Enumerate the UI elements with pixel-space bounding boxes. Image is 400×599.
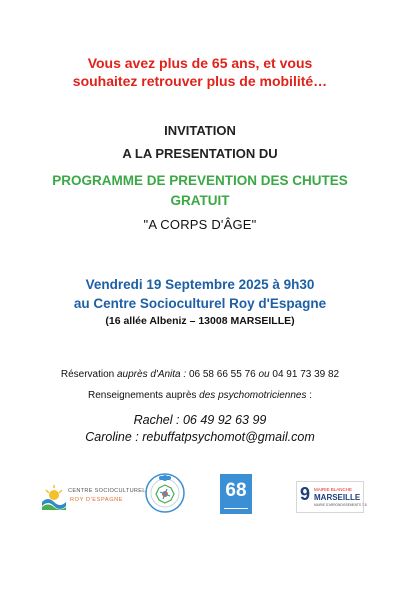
mairie-logo-line-3: MAIRIE D'ARRONDISSEMENTS 7-8 xyxy=(314,503,367,507)
dept-68-number: 68 xyxy=(225,480,247,501)
reservation-or: ou xyxy=(258,369,270,380)
intro-line-1: Vous avez plus de 65 ans, et vous xyxy=(87,55,313,71)
contact-caroline: Caroline : rebuffatpsychomot@gmail.com xyxy=(85,430,315,444)
invitation-subtitle-a: A xyxy=(122,146,135,161)
mairie-logo-line-2: MARSEILLE xyxy=(314,493,361,502)
reservation-line: Réservation auprès d'Anita : 06 58 66 55 76 ou 04 91 73 39 82 xyxy=(60,369,340,380)
renseignements-label: Renseignements auprès xyxy=(87,390,197,401)
contact-name: Rachel xyxy=(133,413,173,427)
renseignements-line: Renseignements auprès des psychomotriciennes : xyxy=(87,390,313,401)
invitation-subtitle xyxy=(0,146,400,161)
event-date: Vendredi 19 Septembre 2025 à 9h30 xyxy=(85,277,315,292)
reservation-phone-1: 06 58 66 55 76 xyxy=(188,369,256,380)
contact-name: Caroline xyxy=(85,430,132,444)
dept-68-logo xyxy=(220,474,252,514)
reservation-via: auprès d'Anita xyxy=(117,369,181,380)
dept-68-underline xyxy=(224,508,248,509)
contact-phone: 06 49 92 63 99 xyxy=(182,413,267,427)
centre-logo-line-2: ROY D'ESPAGNE xyxy=(70,497,124,503)
badge-icon xyxy=(145,473,185,513)
invitation-subtitle-b: LA PRESENTATION DU xyxy=(134,146,278,161)
reservation-label: Réservation xyxy=(60,369,115,380)
contact-email: rebuffatpsychomot@gmail.com xyxy=(142,430,315,444)
mairie-logo xyxy=(296,481,367,513)
centre-logo-icon xyxy=(40,482,68,512)
programme-name: "A CORPS D'ÂGE" xyxy=(143,217,257,232)
programme-line-1: PROGRAMME DE PREVENTION DES CHUTES xyxy=(52,173,348,188)
mairie-logo-line-1: MAIRIE BLANCHE xyxy=(314,487,353,492)
mairie-logo-number: 9 xyxy=(300,484,311,504)
centre-logo-line-1: CENTRE SOCIOCULTUREL xyxy=(68,488,146,494)
contact-rachel: Rachel : 06 49 92 63 99 xyxy=(133,413,267,427)
centre-socioculturel-logo xyxy=(40,480,146,516)
event-address: (16 allée Albeniz – 13008 MARSEILLE) xyxy=(105,315,295,327)
event-venue: au Centre Socioculturel Roy d'Espagne xyxy=(73,296,327,311)
renseignements-who: des psychomotriciennes xyxy=(199,390,307,401)
reservation-phone-2: 04 91 73 39 82 xyxy=(272,369,340,380)
intro-line-2: souhaitez retrouver plus de mobilité… xyxy=(72,73,328,89)
round-badge-logo xyxy=(145,473,185,513)
invitation-title: INVITATION xyxy=(164,123,236,138)
programme-line-2: GRATUIT xyxy=(170,193,230,208)
